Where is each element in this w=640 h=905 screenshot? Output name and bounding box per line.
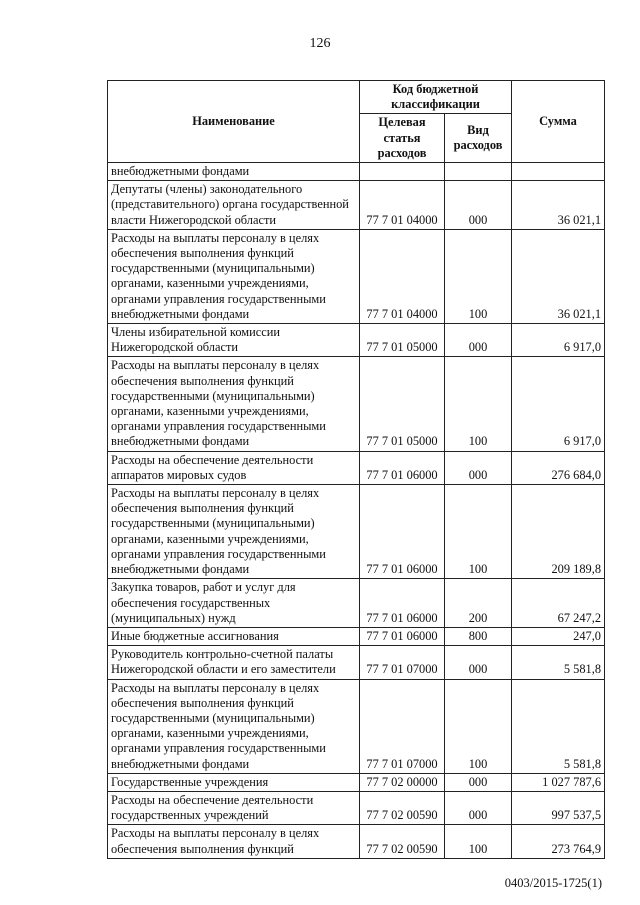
table-row [108,679,605,773]
row-sum [512,163,605,181]
row-sum: 5 581,8 [512,679,605,773]
table-row [108,791,605,824]
table-row [108,451,605,484]
row-name: внебюджетными фондами [108,163,360,181]
row-target-article: 77 7 01 06000 [360,579,445,628]
table-body [108,163,605,859]
row-sum: 276 684,0 [512,451,605,484]
row-sum: 209 189,8 [512,485,605,579]
table-row [108,229,605,323]
table-header [108,81,605,163]
row-sum: 36 021,1 [512,181,605,230]
table-row [108,163,605,181]
row-name: Закупка товаров, работ и услуг для обеспечения государственных (муниципальных) нужд [108,579,360,628]
row-name: Расходы на выплаты персоналу в целях обеспечения выполнения функций государственными (муниципальными) органами, казенными учреждениями, органами управления государственными внебюджетными фондами [108,229,360,323]
row-name: Расходы на обеспечение деятельности государственных учреждений [108,791,360,824]
row-expense-type: 100 [445,679,512,773]
row-target-article: 77 7 02 00590 [360,791,445,824]
row-target-article: 77 7 01 06000 [360,485,445,579]
row-name: Расходы на обеспечение деятельности аппаратов мировых судов [108,451,360,484]
row-expense-type: 000 [445,646,512,679]
header-name: Наименование [108,81,360,163]
row-sum: 1 027 787,6 [512,773,605,791]
table-row [108,181,605,230]
row-expense-type: 000 [445,451,512,484]
row-target-article: 77 7 01 07000 [360,646,445,679]
table-row [108,627,605,645]
table-row [108,485,605,579]
row-expense-type: 200 [445,579,512,628]
row-name: Расходы на выплаты персоналу в целях обеспечения выполнения функций государственными (муниципальными) органами, казенными учреждениями, органами управления государственными внебюджетными фондами [108,679,360,773]
row-target-article: 77 7 01 07000 [360,679,445,773]
table-row [108,579,605,628]
row-expense-type: 100 [445,229,512,323]
row-sum: 67 247,2 [512,579,605,628]
table-row [108,773,605,791]
row-name: Расходы на выплаты персоналу в целях обеспечения выполнения функций [108,825,360,858]
row-name: Расходы на выплаты персоналу в целях обеспечения выполнения функций государственными (муниципальными) органами, казенными учреждениями, органами управления государственными внебюджетными фондами [108,485,360,579]
row-name: Иные бюджетные ассигнования [108,627,360,645]
row-sum: 36 021,1 [512,229,605,323]
row-target-article [360,163,445,181]
row-target-article: 77 7 02 00590 [360,825,445,858]
row-target-article: 77 7 01 05000 [360,357,445,451]
row-sum: 6 917,0 [512,357,605,451]
row-expense-type: 100 [445,485,512,579]
row-sum: 997 537,5 [512,791,605,824]
header-expense-type: Вид расходов [445,114,512,163]
table-row [108,825,605,858]
row-expense-type: 100 [445,825,512,858]
row-expense-type: 000 [445,773,512,791]
row-expense-type: 000 [445,791,512,824]
row-target-article: 77 7 01 06000 [360,627,445,645]
page-number: 126 [309,36,331,51]
table-row [108,646,605,679]
table-row [108,324,605,357]
row-expense-type [445,163,512,181]
header-code-group: Код бюджетной классификации [360,81,512,114]
row-expense-type: 800 [445,627,512,645]
table-row [108,357,605,451]
row-expense-type: 100 [445,357,512,451]
row-sum: 6 917,0 [512,324,605,357]
row-target-article: 77 7 01 06000 [360,451,445,484]
row-expense-type: 000 [445,324,512,357]
budget-table [107,80,605,859]
row-expense-type: 000 [445,181,512,230]
document-code: 0403/2015-1725(1) [504,876,602,890]
row-name: Депутаты (члены) законодательного (представительного) органа государственной власти Нижегородской области [108,181,360,230]
row-sum: 5 581,8 [512,646,605,679]
header-sum: Сумма [512,81,605,163]
row-target-article: 77 7 01 04000 [360,181,445,230]
row-sum: 247,0 [512,627,605,645]
row-target-article: 77 7 01 04000 [360,229,445,323]
row-target-article: 77 7 02 00000 [360,773,445,791]
row-name: Члены избирательной комиссии Нижегородской области [108,324,360,357]
row-target-article: 77 7 01 05000 [360,324,445,357]
row-name: Расходы на выплаты персоналу в целях обеспечения выполнения функций государственными (муниципальными) органами, казенными учреждениями, органами управления государственными внебюджетными фондами [108,357,360,451]
row-name: Руководитель контрольно-счетной палаты Нижегородской области и его заместители [108,646,360,679]
header-target-article: Целевая статья расходов [360,114,445,163]
row-name: Государственные учреждения [108,773,360,791]
row-sum: 273 764,9 [512,825,605,858]
